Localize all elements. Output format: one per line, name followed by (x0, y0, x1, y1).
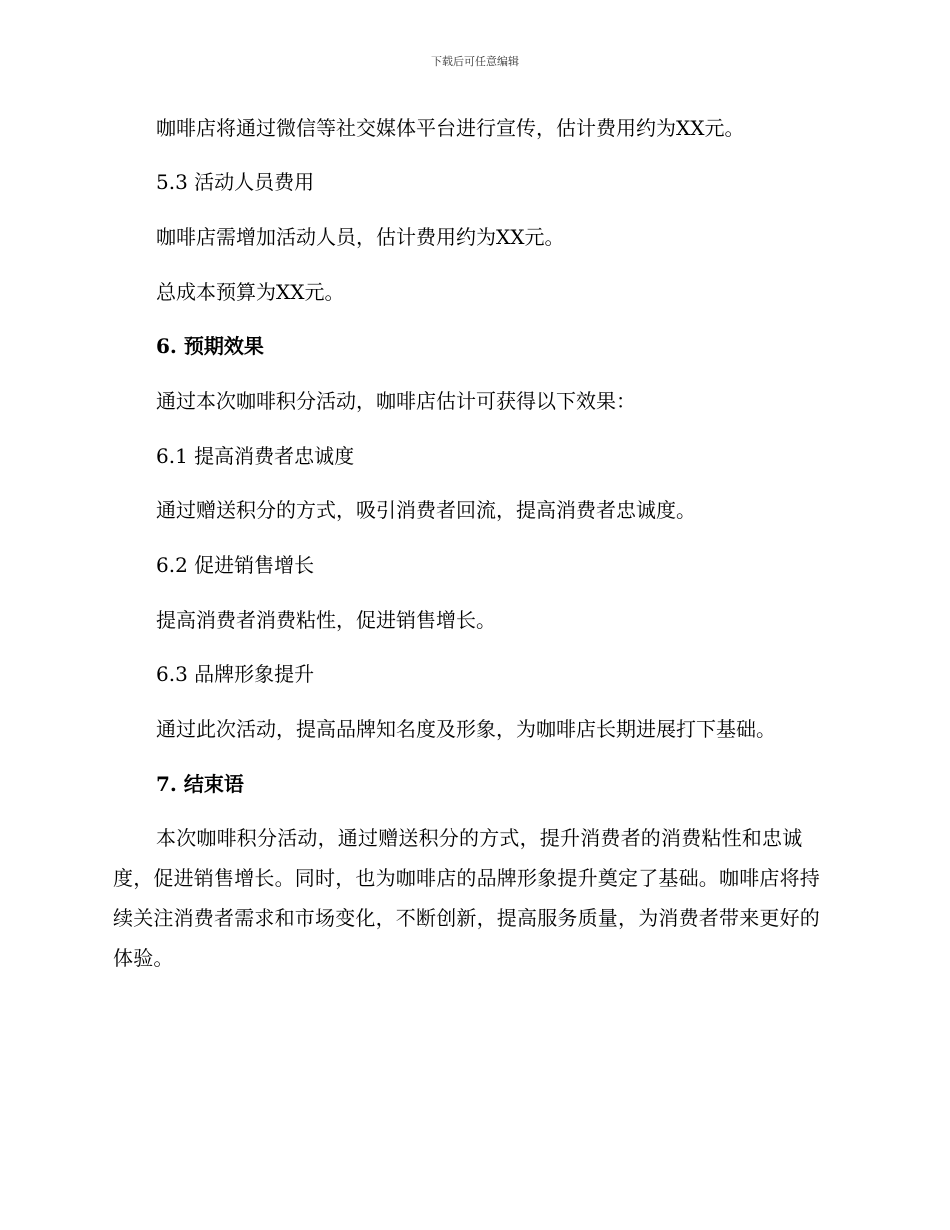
paragraph-promotion-cost: 咖啡店将通过微信等社交媒体平台进行宣传，估计费用约为XX元。 (156, 116, 745, 140)
paragraph-loyalty: 通过赠送积分的方式，吸引消费者回流，提高消费者忠诚度。 (156, 498, 696, 522)
subheading-6-2: 6.2 促进销售增长 (156, 553, 315, 577)
paragraph-expected-intro: 通过本次咖啡积分活动，咖啡店估计可获得以下效果： (156, 389, 636, 413)
subheading-5-3: 5.3 活动人员费用 (156, 170, 315, 194)
paragraph-staff-cost: 咖啡店需增加活动人员，估计费用约为XX元。 (156, 225, 565, 249)
section-heading-7: 7. 结束语 (156, 772, 244, 796)
paragraph-sales: 提高消费者消费粘性，促进销售增长。 (156, 608, 496, 632)
subheading-6-1: 6.1 提高消费者忠诚度 (156, 444, 355, 468)
paragraph-brand: 通过此次活动，提高品牌知名度及形象，为咖啡店长期进展打下基础。 (156, 717, 776, 741)
paragraph-total-budget: 总成本预算为XX元。 (156, 280, 345, 304)
closing-paragraph: 本次咖啡积分活动，通过赠送积分的方式，提升消费者的消费粘性和忠诚度，促进销售增长。同时，也为咖啡店的品牌形象提升奠定了基础。咖啡店将持续关注消费者需求和市场变化，不断创新，提高服务质量，为消费者带来更好的体验。 (113, 826, 820, 970)
subheading-6-3: 6.3 品牌形象提升 (156, 662, 315, 686)
page-header: 下载后可任意编辑 (431, 55, 519, 68)
section-heading-6: 6. 预期效果 (156, 334, 264, 358)
